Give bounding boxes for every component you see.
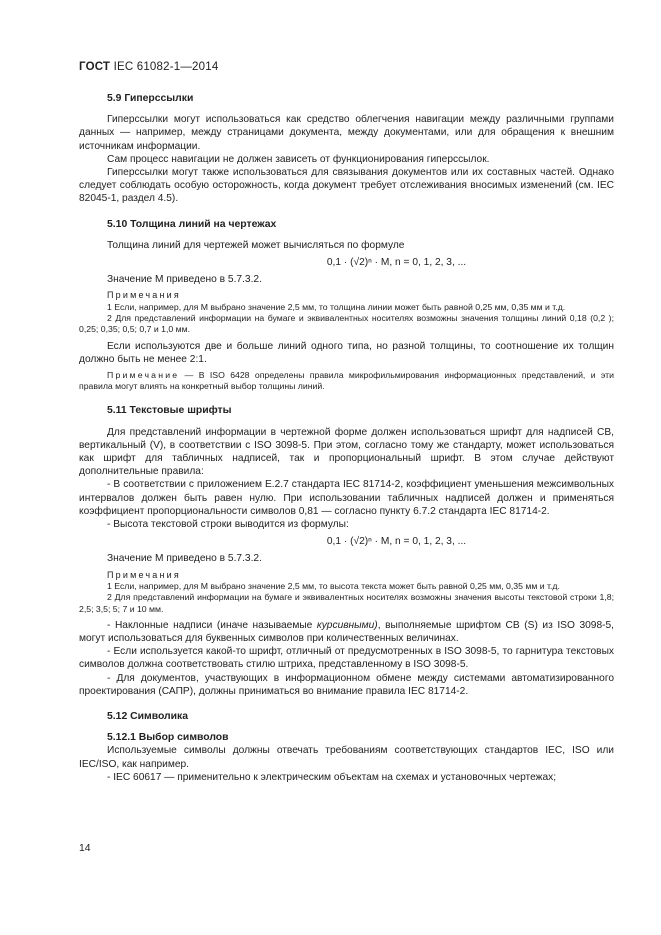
section-title-5-10: 5.10 Толщина линий на чертежах xyxy=(107,218,277,230)
paragraph: Толщина линий для чертежей может вычисляться по формуле xyxy=(107,239,405,251)
list-item: - В соответствии с приложением E.2.7 стандарта IEC 81714-2, коэффициент уменьшения межсимвольных интервалов должен быть равен нулю. При использовании табличных надписей должен и применяться коэффициент пропорциональности символов 0,81 — согласно пункту 6.7.2 стандарта IEC 81714-2. xyxy=(79,479,614,517)
list-item: - Для документов, участвующих в информационном обмене между системами автоматизированного проектирования (САПР), должны приниматься во внимание правила IEC 81714-2. xyxy=(79,672,614,697)
paragraph: Если используются две и больше линий одного типа, но разной толщины, то соотношение их толщин должно быть не менее 2:1. xyxy=(79,340,614,365)
list-item xyxy=(79,619,614,645)
page-number: 14 xyxy=(79,843,91,854)
note-text: — В ISO 6428 определены правила микрофильмирования информационных представлений, и эти правила могут влиять на конкретный выбор толщины линий. xyxy=(79,369,614,392)
note xyxy=(79,370,614,392)
list-item: - Если используется какой-то шрифт, отличный от предусмотренных в ISO 3098-5, то гарнитура текстовых символов должна соответствовать стилю штриха, представленному в ISO 3098-5. xyxy=(79,646,614,671)
note: 2 Для представлений информации на бумаге и эквивалентных носителях возможны значения высоты текстовой строки 1,8; 2,5; 3,5; 5; 7 и 10 мм. xyxy=(79,592,614,614)
italic-term: курсивными) xyxy=(316,619,378,631)
section-title-5-12: 5.12 Символика xyxy=(107,710,188,722)
header-gost: ГОСТ xyxy=(79,61,111,73)
section-title-5-11: 5.11 Текстовые шрифты xyxy=(107,405,232,417)
note: 1 Если, например, для M выбрано значение 2,5 мм, то высота текста может быть равной 0,25 мм, 0,35 мм и т.д. xyxy=(107,581,560,592)
formula: 0,1 · (√2)ⁿ · M, n = 0, 1, 2, 3, ... xyxy=(326,536,467,548)
list-item-text: , выполняемые шрифтом CB (S) из ISO 3098-5, могут использоваться для буквенных символов при количественных величинах. xyxy=(79,619,615,644)
paragraph: Значение M приведено в 5.7.3.2. xyxy=(107,553,262,565)
paragraph: Сам процесс навигации не должен зависеть от функционирования гиперссылок. xyxy=(107,153,490,165)
note: 2 Для представлений информации на бумаге и эквивалентных носителях возможны значения толщины линий 0,18 (0,2 ); 0,25; 0,35; 0,5; 0,7 и 1,0 мм. xyxy=(79,313,614,335)
page-header xyxy=(79,61,218,73)
header-standard: IEC 61082-1—2014 xyxy=(113,61,219,73)
page-content xyxy=(79,92,614,784)
list-item-text: - Наклонные надписи (иначе называемые xyxy=(107,619,317,631)
note: 1 Если, например, для M выбрано значение 2,5 мм, то толщина линии может быть равной 0,25 мм, 0,35 мм и т.д. xyxy=(107,301,566,312)
formula: 0,1 · (√2)ⁿ · M, n = 0, 1, 2, 3, ... xyxy=(326,257,467,269)
list-item: - Высота текстовой строки выводится из формулы: xyxy=(107,518,349,530)
paragraph: Используемые символы должны отвечать требованиям соответствующих стандартов IEC, ISO или IEC/ISO, как например. xyxy=(79,745,614,770)
section-title-5-9: 5.9 Гиперссылки xyxy=(107,93,194,104)
paragraph: Для представлений информации в чертежной форме должен использоваться шрифт для надписей CB, вертикальный (V), в соответствии с ISO 3098-5. При этом, согласно тому же стандарту, может использоваться как шрифт для табличных надписей, так и пропорциональный шрифт. В этом случае действуют дополнительные правила: xyxy=(79,426,614,478)
paragraph: Значение M приведено в 5.7.3.2. xyxy=(107,274,262,286)
list-item: - IEC 60617 — применительно к электрическим объектам на схемах и установочных чертежах; xyxy=(107,771,557,783)
paragraph: Гиперссылки могут использоваться как средство облегчения навигации между различными группами данных — например, между страницами документа, между документами, или для обращения к внешним источникам информации. xyxy=(79,114,614,152)
subsection-title-5-12-1: 5.12.1 Выбор символов xyxy=(107,732,229,744)
paragraph: Гиперссылки могут также использоваться для связывания документов или их составных частей. Однако следует соблюдать особую осторожность, когда документ требует отслеживания вносимых изменений (см. IEC 82045-1, раздел 4.5). xyxy=(79,167,614,205)
notes-heading: Примечания xyxy=(107,290,181,301)
notes-heading: Примечания xyxy=(107,569,181,580)
note-label: Примечание xyxy=(107,369,180,380)
